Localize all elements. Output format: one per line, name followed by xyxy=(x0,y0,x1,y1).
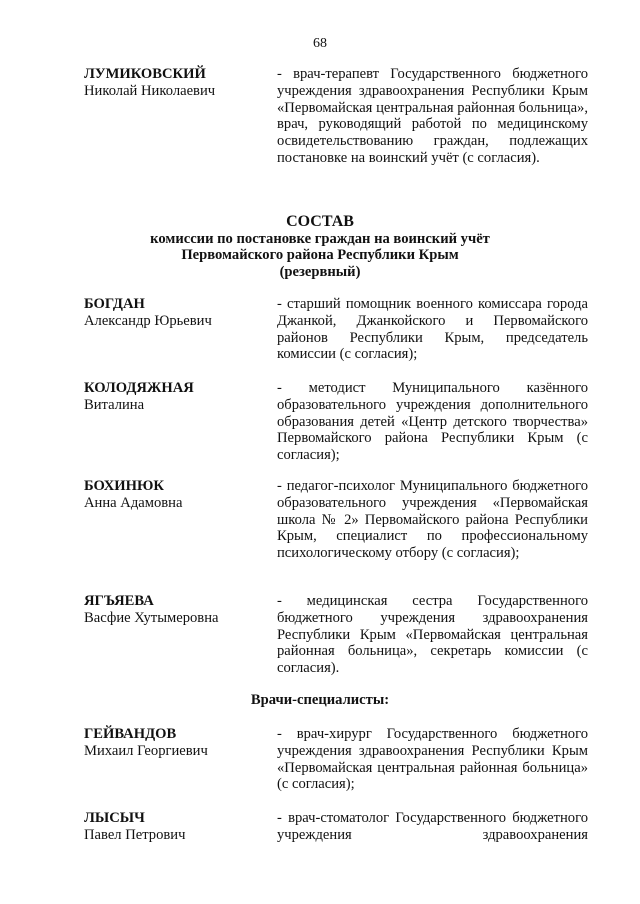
section-heading xyxy=(0,214,640,280)
person-role: - врач-стоматолог Государственного бюджетного учреждения здравоохранения xyxy=(277,810,588,843)
person-role: - педагог-психолог Муниципального бюджетного образовательного учреждения «Первомайская школа № 2» Первомайского района Республики Крым, специалист по профессиональному психологическому отбору (с согласия); xyxy=(277,478,588,562)
person-name xyxy=(84,593,269,627)
entry-yagyaeva xyxy=(84,593,588,677)
person-name xyxy=(84,726,269,760)
person-surname: БОХИНЮК xyxy=(84,478,165,494)
person-surname: ГЕЙВАНДОВ xyxy=(84,726,177,742)
entry-lysych xyxy=(84,810,588,844)
entry-lumikovsky xyxy=(84,66,588,167)
person-surname: ЛУМИКОВСКИЙ xyxy=(84,66,206,82)
person-name xyxy=(84,66,269,100)
person-surname: ЯГЪЯЕВА xyxy=(84,593,154,609)
person-given-name: Николай Николаевич xyxy=(84,82,216,99)
person-given-name: Александр Юрьевич xyxy=(84,312,212,329)
person-name xyxy=(84,380,269,414)
person-role: - врач-терапевт Государственного бюджетного учреждения здравоохранения Республики Крым «Первомайская центральная районная больница», врач, руководящий работой по медицинскому освидетельствованию граждан, подлежащих постановке на воинский учёт (с согласия). xyxy=(277,66,588,166)
person-surname: ЛЫСЫЧ xyxy=(84,810,145,826)
person-name xyxy=(84,810,269,844)
person-given-name: Васфие Хутымеровна xyxy=(84,609,219,626)
person-role: - старший помощник военного комиссара города Джанкой, Джанкойского и Первомайского районов Республики Крым, председатель комиссии (с согласия); xyxy=(277,296,588,363)
page-number: 68 xyxy=(313,36,327,51)
person-surname: КОЛОДЯЖНАЯ xyxy=(84,380,194,396)
person-name xyxy=(84,478,269,512)
person-surname: БОГДАН xyxy=(84,296,145,312)
person-given-name: Павел Петрович xyxy=(84,826,186,843)
person-name xyxy=(84,296,269,330)
entry-kolodyazhnaya xyxy=(84,380,588,464)
section-subtitle-line-3: (резервный) xyxy=(279,263,361,280)
person-role: - медицинская сестра Государственного бюджетного учреждения здравоохранения Республики Крым «Первомайская центральная районная больница», секретарь комиссии (с согласия). xyxy=(277,593,588,677)
section-subtitle-line-2: Первомайского района Республики Крым xyxy=(181,247,459,263)
person-given-name: Виталина xyxy=(84,396,145,413)
entry-bokhinyuk xyxy=(84,478,588,562)
entry-bogdan xyxy=(84,296,588,363)
section-subtitle-line-1: комиссии по постановке граждан на воинский учёт xyxy=(150,230,490,247)
person-role: - врач-хирург Государственного бюджетного учреждения здравоохранения Республики Крым «Первомайская центральная районная больница» (с согласия); xyxy=(277,726,588,793)
person-role: - методист Муниципального казённого образовательного учреждения дополнительного образования детей «Центр детского творчества» Первомайского района Республики Крым (с согласия); xyxy=(277,380,588,464)
person-given-name: Анна Адамовна xyxy=(84,494,183,511)
person-given-name: Михаил Георгиевич xyxy=(84,742,208,759)
section-title: СОСТАВ xyxy=(286,213,354,230)
entry-geyvandov xyxy=(84,726,588,793)
specialists-heading: Врачи-специалисты: xyxy=(250,692,390,708)
